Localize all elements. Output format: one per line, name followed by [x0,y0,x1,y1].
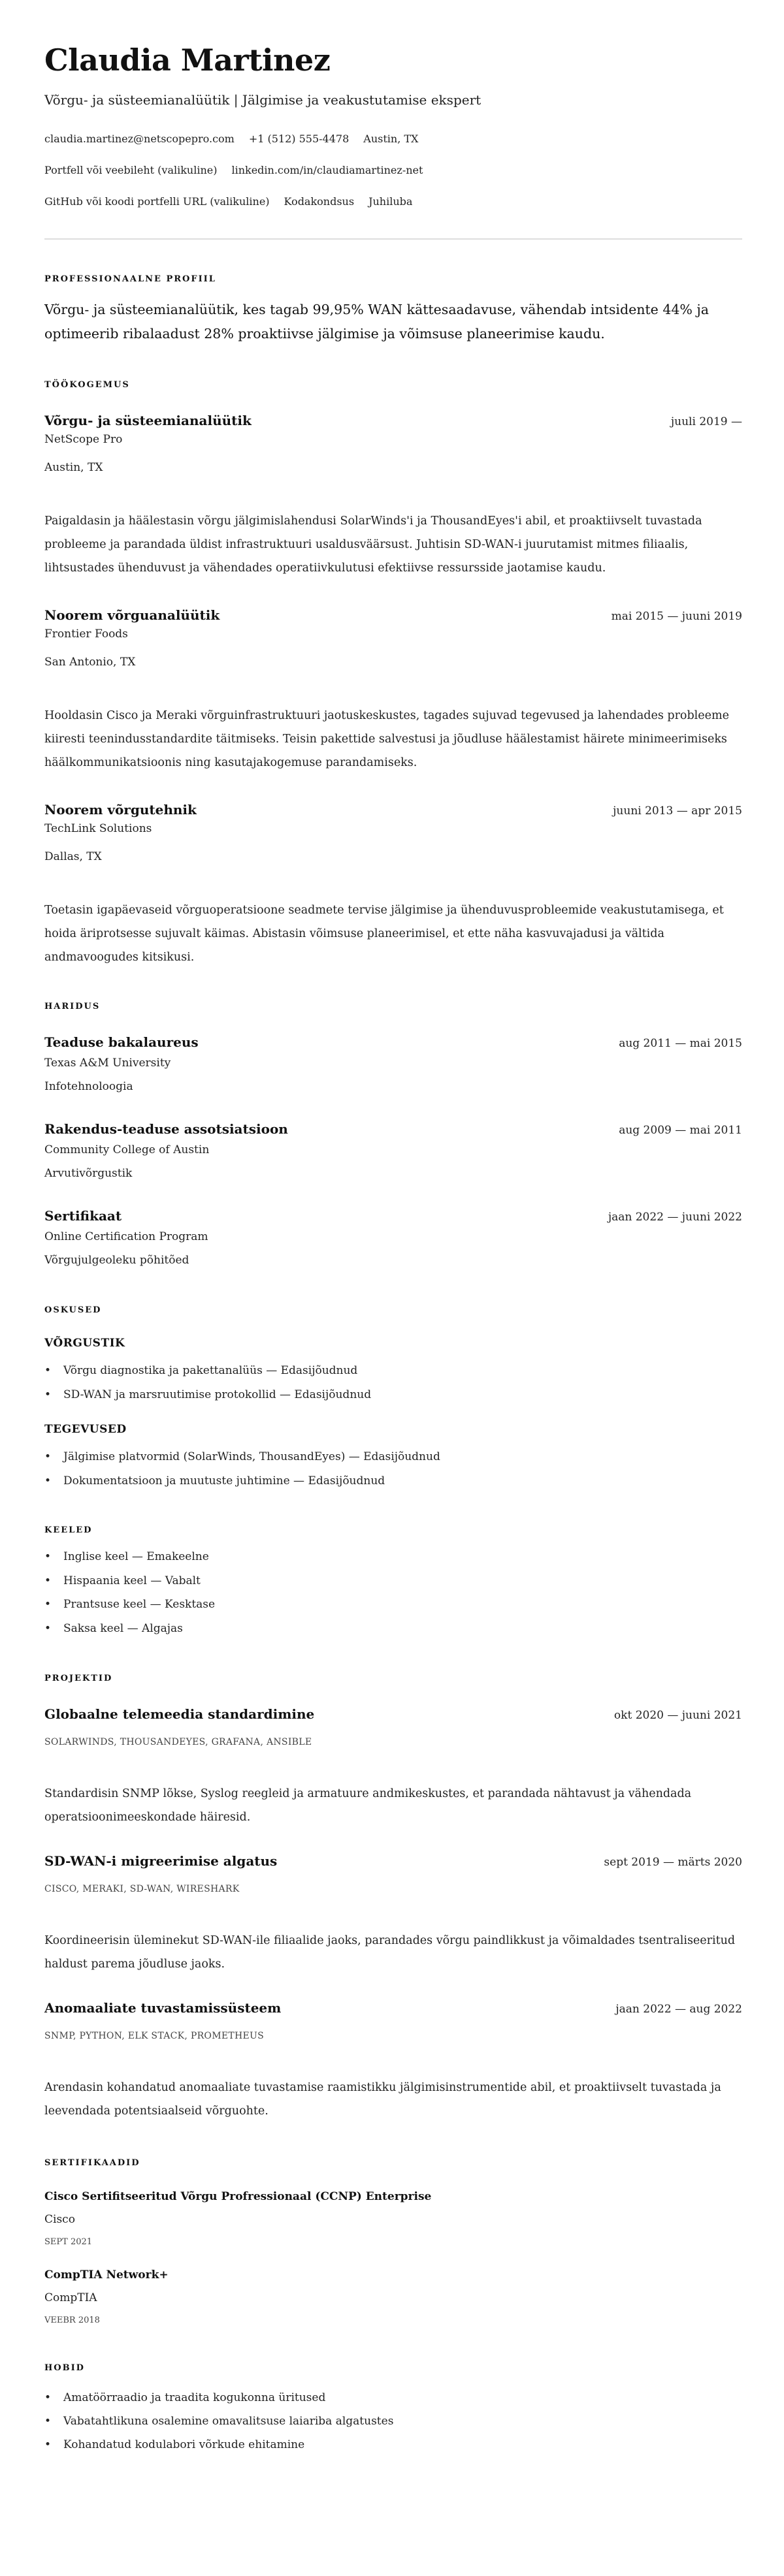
job-location: Austin, TX [44,461,103,474]
citizenship: Kodakondsus [284,195,355,208]
date-range: mai 2015 — juuni 2019 [611,610,742,623]
entry-header [44,1207,742,1225]
project-title: Globaalne telemeedia standardimine [44,1706,315,1722]
project-tech-tags: SNMP, PYTHON, ELK STACK, PROMETHEUS [44,2031,265,2041]
certifications-section [44,2157,742,2327]
entry-header [44,1999,742,2017]
language-item: • Prantsuse keel — Kesktase [44,1593,742,1617]
project-entry [44,1999,742,2123]
hobby-item: • Amatöörraadio ja traadita kogukonna üritused [44,2386,742,2409]
school-name: Texas A&M University [44,1057,171,1070]
phone: +1 (512) 555-4478 [248,133,350,145]
job-entry [44,606,742,774]
portfolio-link[interactable]: Portfell või veebileht (valikuline) [44,164,218,176]
entry-header [44,1705,742,1723]
date-range: sept 2019 — märts 2020 [604,1856,742,1869]
date-range: jaan 2022 — aug 2022 [615,2003,742,2016]
certification-date: SEPT 2021 [44,2237,93,2247]
school-name: Community College of Austin [44,1143,210,1156]
job-description: Paigaldasin ja häälestasin võrgu jälgimislahendusi SolarWinds'i ja ThousandEyes'i abil, et proaktiivselt tuvastada probleeme ja parandada üldist infrastruktuuri usaldusväärsust. Juhtisin SD-WAN-i juurutamist mitmes filiaalis, lihtsustades ühenduvust ja vähendades operatiivkulutusi efektiivse ressursside jaotamise kaudu. [44,515,702,575]
header-divider [44,238,742,240]
projects-section [44,1672,742,2123]
certification-title: CompTIA Network+ [44,2268,169,2282]
field-of-study: Arvutivõrgustik [44,1167,133,1180]
profile-summary: Võrgu- ja süsteemianalüütik, kes tagab 99,95% WAN kättesaadavuse, vähendab intsidente 44% ja optimeerib ribalaadust 28% proaktiivse jälgimise ja võimsuse planeerimise kaudu. [44,302,709,342]
skill-item: • Võrgu diagnostika ja pakettanalüüs — Edasijõudnud [44,1359,742,1383]
entry-header [44,1120,742,1138]
job-entry [44,411,742,580]
email-link[interactable]: claudia.martinez@netscopepro.com [44,133,235,145]
project-description: Arendasin kohandatud anomaaliate tuvastamise raamistikku jälgimisinstrumentide abil, et proaktiivselt tuvastada ja leevendada potentsiaalseid võrguohte. [44,2081,721,2118]
date-range: juuni 2013 — apr 2015 [613,804,742,818]
section-heading-skills: OSKUSED [44,1305,102,1315]
candidate-name: Claudia Martinez [44,42,331,78]
job-location: Dallas, TX [44,850,102,863]
project-tech-tags: SOLARWINDS, THOUSANDEYES, GRAFANA, ANSIBLE [44,1737,312,1747]
certification-title: Cisco Sertifitseeritud Võrgu Profressionaal (CCNP) Enterprise [44,2190,432,2203]
language-item: • Saksa keel — Algajas [44,1617,742,1641]
section-heading-experience: TÖÖKOGEMUS [44,380,130,390]
school-name: Online Certification Program [44,1230,208,1243]
project-tech-tags: CISCO, MERAKI, SD-WAN, WIRESHARK [44,1884,240,1894]
contact-line [44,131,742,147]
project-entry [44,1705,742,1829]
date-range: okt 2020 — juuni 2021 [613,1709,742,1722]
project-description: Koordineerisin üleminekut SD-WAN-ile filiaalide jaoks, parandades võrgu paindlikkust ja võimaldades tsentraliseeritud haldust parema jõudluse jaoks. [44,1934,736,1971]
hobbies-section [44,2362,742,2457]
job-title: Noorem võrgutehnik [44,802,197,818]
skills-section [44,1304,742,1493]
github-link[interactable]: GitHub või koodi portfelli URL (valikuline) [44,195,270,208]
company-name: TechLink Solutions [44,822,152,835]
experience-section [44,379,742,969]
certification-date: VEEBR 2018 [44,2315,100,2325]
entry-header [44,801,742,819]
section-heading-languages: KEELED [44,1525,93,1535]
education-section [44,1000,742,1268]
location: Austin, TX [363,133,419,145]
date-range: jaan 2022 — juuni 2022 [608,1211,742,1224]
degree-title: Rakendus-teaduse assotsiatsioon [44,1121,288,1137]
job-title: Võrgu- ja süsteemianalüütik [44,413,252,428]
job-description: Hooldasin Cisco ja Meraki võrguinfrastruktuuri jaotuskeskustes, tagades sujuvad tegevused ja lahendades probleeme kiiresti teenindusstandardite täitmiseks. Teisin pakettide salvestusi ja jõudluse häälestamist häirete minimeerimiseks häälkommunikatsioonis ning kasutajakogemuse parandamiseks. [44,709,729,769]
degree-title: Sertifikaat [44,1208,122,1224]
entry-header [44,606,742,624]
entry-header [44,1033,742,1051]
education-entry [44,1033,742,1094]
entry-header [44,1852,742,1870]
headline: Võrgu- ja süsteemianalüütik | Jälgimise ja veakustutamise ekspert [44,92,482,108]
field-of-study: Võrgujulgeoleku põhitõed [44,1254,189,1267]
project-title: SD-WAN-i migreerimise algatus [44,1853,278,1869]
languages-section [44,1524,742,1640]
linkedin-link[interactable]: linkedin.com/in/claudiamartinez-net [231,164,423,176]
company-name: NetScope Pro [44,433,123,446]
job-entry [44,801,742,969]
contact-line [44,163,742,178]
drivers-license: Juhiluba [368,195,413,208]
date-range: aug 2009 — mai 2011 [619,1124,742,1137]
language-item: • Inglise keel — Emakeelne [44,1545,742,1569]
section-heading-certifications: SERTIFIKAADID [44,2158,140,2168]
certification-entry [44,2267,742,2327]
contact-line [44,194,742,210]
date-range: aug 2011 — mai 2015 [619,1037,742,1050]
skill-group-heading: VÕRGUSTIK [44,1337,125,1350]
hobby-item: • Kohandatud kodulabori võrkude ehitamine [44,2433,742,2457]
certification-issuer: CompTIA [44,2291,97,2304]
job-location: San Antonio, TX [44,656,136,669]
skill-item: • Jälgimise platvormid (SolarWinds, ThousandEyes) — Edasijõudnud [44,1445,742,1469]
entry-header [44,411,742,430]
project-description: Standardisin SNMP lõkse, Syslog reegleid ja armatuure andmikeskustes, et parandada nähtavust ja vähendada operatsioonimeeskondade häiresid. [44,1787,692,1824]
project-title: Anomaaliate tuvastamissüsteem [44,2000,282,2016]
job-description: Toetasin igapäevaseid võrguoperatsioone seadmete tervise jälgimise ja ühenduvusprobleemide veakustutamisega, et hoida äriprotsesse sujuvalt käimas. Abistasin võimsuse planeerimisel, et ette näha kasvuvajadusi ja vältida andmavoogudes kitsikusi. [44,904,724,964]
skill-list [44,1445,742,1493]
company-name: Frontier Foods [44,628,128,641]
section-heading-profile: PROFESSIONAALNE PROFIIL [44,274,216,284]
date-range: juuli 2019 — [670,415,742,428]
skill-list [44,1359,742,1407]
section-heading-projects: PROJEKTID [44,1674,113,1683]
degree-title: Teaduse bakalaureus [44,1034,199,1050]
education-entry [44,1120,742,1181]
job-title: Noorem võrguanalüütik [44,607,220,623]
certification-issuer: Cisco [44,2213,75,2226]
field-of-study: Infotehnoloogia [44,1080,133,1093]
certification-entry [44,2189,742,2249]
language-item: • Hispaania keel — Vabalt [44,1569,742,1593]
skill-item: • Dokumentatsioon ja muutuste juhtimine — Edasijõudnud [44,1469,742,1493]
skill-item: • SD-WAN ja marsruutimise protokollid — Edasijõudnud [44,1383,742,1407]
education-entry [44,1207,742,1268]
skill-group-heading: TEGEVUSED [44,1423,127,1436]
section-heading-hobbies: HOBID [44,2363,85,2373]
project-entry [44,1852,742,1976]
section-heading-education: HARIDUS [44,1002,101,1011]
hobby-item: • Vabatahtlikuna osalemine omavalitsuse laiariba algatustes [44,2409,742,2433]
